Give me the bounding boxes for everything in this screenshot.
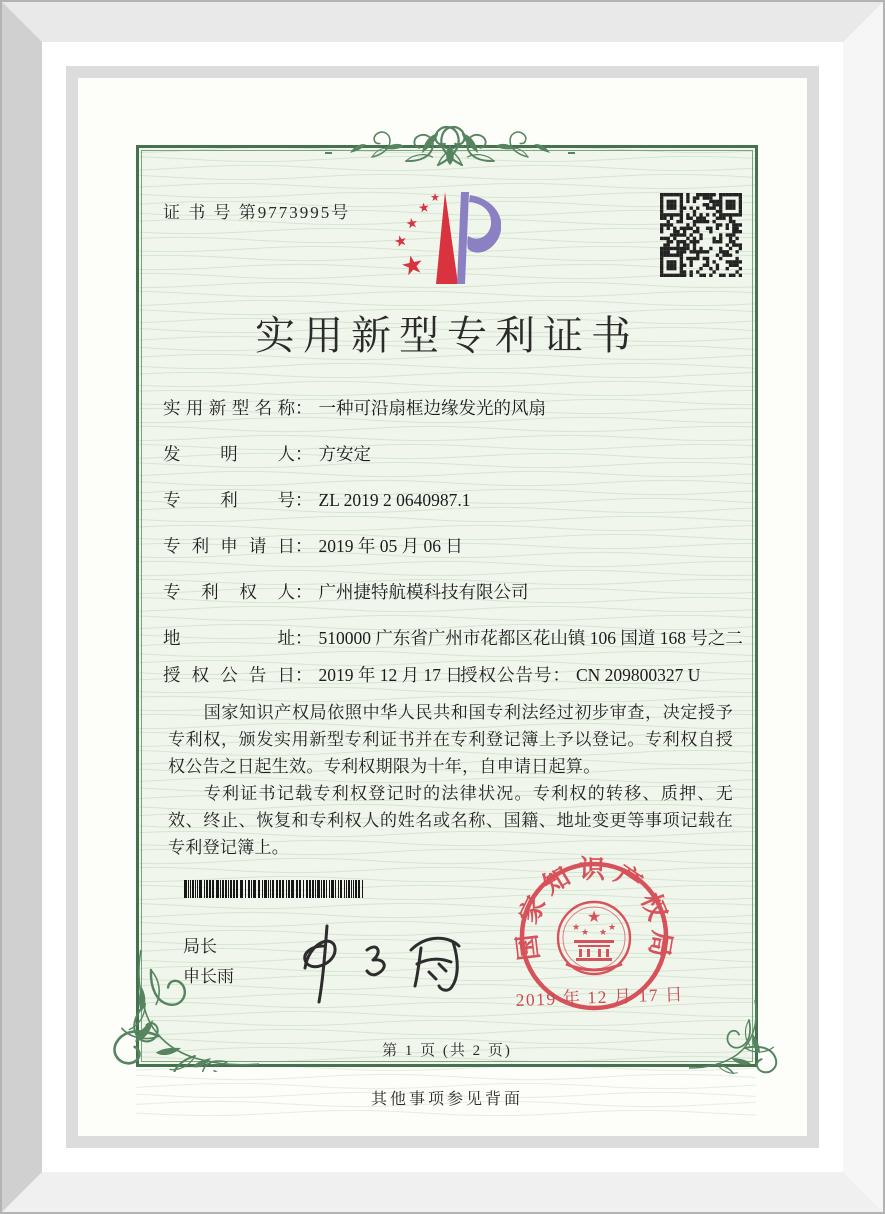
svg-text:★: ★: [586, 909, 602, 926]
grant-no-group: [460, 665, 700, 686]
colon: ：: [295, 490, 313, 510]
svg-text:★: ★: [392, 232, 410, 252]
field-label: 地址: [163, 628, 295, 648]
national-emblem-icon: [558, 902, 630, 974]
page-number: 第 1 页 (共 2 页): [382, 1043, 512, 1059]
official-seal: [488, 836, 700, 1048]
svg-text:★: ★: [417, 199, 431, 216]
bottom-right-flourish-ornament: [687, 992, 779, 1074]
field-label: 授权公告号: [460, 665, 553, 685]
certificate-title: 实用新型专利证书: [255, 313, 639, 358]
field-row-inventor: [163, 444, 743, 465]
field-value: 广州捷特航模科技有限公司: [318, 582, 529, 602]
legal-paragraph-1: 国家知识产权局依照中华人民共和国专利法经过初步审查，决定授予专利权，颁发实用新型专利证书并在专利登记簿上予以登记。专利权自授权公告之日起生效。专利权期限为十年，自申请日起算。: [168, 703, 733, 776]
director-name: 申长雨: [183, 967, 234, 986]
bottom-left-flourish-ornament: [111, 940, 261, 1072]
director-title: 局长: [183, 937, 217, 956]
field-value: 方安定: [318, 444, 371, 464]
field-row-address: [163, 628, 743, 649]
field-label: 专利权人: [163, 582, 295, 602]
field-label: 实用新型名称: [163, 398, 295, 418]
field-value: ZL 2019 2 0640987.1: [318, 490, 471, 510]
field-row-patentee: [163, 582, 743, 603]
field-row-filing-date: [163, 536, 743, 557]
seal-text: 国家知识产权局: [511, 854, 677, 966]
certificate-body: [136, 145, 758, 1067]
svg-text:★: ★: [398, 248, 427, 283]
field-label: 发明人: [163, 444, 295, 464]
field-label: 专利号: [163, 490, 295, 510]
barcode: [184, 880, 366, 898]
colon: ：: [295, 582, 313, 602]
field-value: 2019 年 05 月 06 日: [318, 536, 463, 556]
top-center-flourish-ornament: [325, 123, 575, 173]
field-row-grant: [163, 665, 743, 686]
colon: ：: [295, 536, 313, 556]
back-side-note: 其他事项参见背面: [370, 1091, 523, 1108]
svg-text:★: ★: [598, 927, 608, 937]
field-label: 专利申请日: [163, 536, 295, 556]
colon: ：: [295, 398, 313, 418]
field-label: 授权公告日: [163, 665, 295, 685]
field-list: [163, 398, 743, 711]
colon: ：: [295, 665, 313, 685]
colon: ：: [552, 665, 570, 685]
seal-date: 2019 年 12 月 17 日: [515, 984, 685, 1010]
svg-text:★: ★: [571, 922, 581, 932]
field-row-name: [163, 398, 743, 419]
field-value: 一种可沿扇框边缘发光的风扇: [318, 398, 546, 418]
svg-text:★: ★: [430, 192, 440, 204]
field-row-patent-no: [163, 490, 743, 511]
cnipa-logo-icon: [391, 190, 501, 292]
svg-text:★: ★: [404, 216, 420, 233]
qr-code: [660, 193, 742, 277]
legal-paragraph-2: 专利证书记载专利权登记时的法律状况。专利权的转移、质押、无效、终止、恢复和专利权人的姓名或名称、国籍、地址变更等事项记载在专利登记簿上。: [168, 784, 733, 857]
director-signature: [283, 916, 468, 1008]
certificate-number: 证 书 号 第9773995号: [163, 203, 351, 222]
certificate-paper: [78, 78, 807, 1136]
field-value: 510000 广东省广州市花都区花山镇 106 国道 168 号之二: [318, 628, 743, 648]
svg-text:★: ★: [580, 927, 590, 937]
grant-date-value: 2019 年 12 月 17 日: [318, 665, 463, 685]
svg-text:★: ★: [607, 922, 617, 932]
colon: ：: [295, 628, 313, 648]
colon: ：: [295, 444, 313, 464]
grant-no-value: CN 209800327 U: [576, 665, 701, 685]
